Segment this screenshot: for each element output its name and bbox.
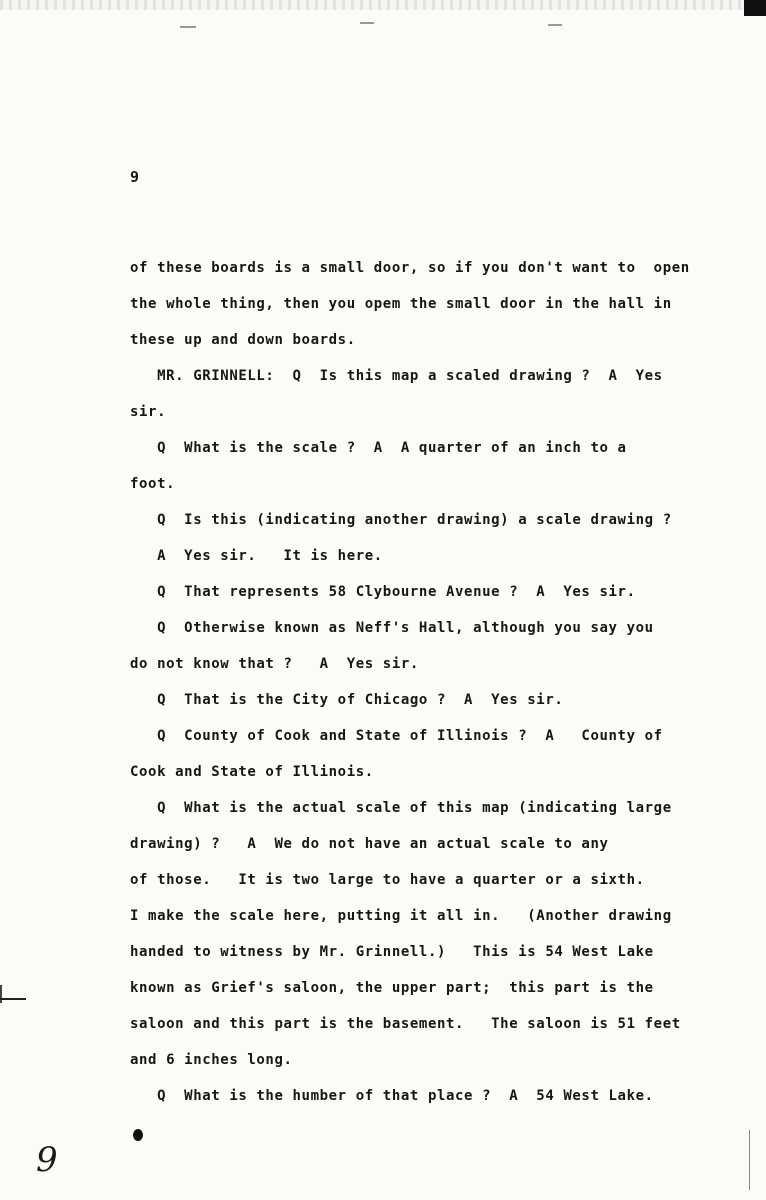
transcript-line: foot. xyxy=(130,476,176,492)
transcript-line: handed to witness by Mr. Grinnell.) This is 54 West Lake xyxy=(130,944,654,960)
ink-dot xyxy=(133,1129,143,1141)
page-number: 9 xyxy=(130,168,141,186)
transcript-line: Q What is the actual scale of this map (indicating large xyxy=(130,800,672,816)
right-edge-rule xyxy=(749,1130,750,1190)
transcript-line: the whole thing, then you opem the small door in the hall in xyxy=(130,296,672,312)
transcript-line: and 6 inches long. xyxy=(130,1052,293,1068)
transcript-line: Q What is the humber of that place ? A 54 West Lake. xyxy=(130,1088,654,1104)
transcript-line: of these boards is a small door, so if you don't want to open xyxy=(130,260,690,276)
transcript-line: MR. GRINNELL: Q Is this map a scaled drawing ? A Yes xyxy=(130,368,663,384)
transcript-line: saloon and this part is the basement. The saloon is 51 feet xyxy=(130,1016,681,1032)
corner-edge-mark xyxy=(744,0,766,16)
transcript-line: Q What is the scale ? A A quarter of an inch to a xyxy=(130,440,627,456)
scanned-top-edge xyxy=(0,0,766,10)
transcript-line: Q County of Cook and State of Illinois ? A County of xyxy=(130,728,663,744)
transcript-line: these up and down boards. xyxy=(130,332,356,348)
transcript-line: Q That represents 58 Clybourne Avenue ? A Yes sir. xyxy=(130,584,636,600)
transcript-line: sir. xyxy=(130,404,167,420)
transcript-line: Q Otherwise known as Neff's Hall, although you say you xyxy=(130,620,654,636)
margin-tick xyxy=(0,985,2,1003)
transcript-line: I make the scale here, putting it all in. (Another drawing xyxy=(130,908,672,924)
transcript-line: drawing) ? A We do not have an actual scale to any xyxy=(130,836,609,852)
margin-mark xyxy=(0,998,26,1000)
handwritten-page-mark: 9 xyxy=(36,1140,58,1180)
transcript-line: Q That is the City of Chicago ? A Yes sir. xyxy=(130,692,564,708)
smudge-mark xyxy=(360,22,374,24)
transcript-line: of those. It is two large to have a quarter or a sixth. xyxy=(130,872,645,888)
transcript-line: Q Is this (indicating another drawing) a scale drawing ? xyxy=(130,512,672,528)
transcript-line: A Yes sir. It is here. xyxy=(130,548,383,564)
transcript-line: do not know that ? A Yes sir. xyxy=(130,656,419,672)
transcript-line: known as Grief's saloon, the upper part; this part is the xyxy=(130,980,654,996)
smudge-mark xyxy=(548,24,562,26)
smudge-mark xyxy=(180,26,196,28)
transcript-line: Cook and State of Illinois. xyxy=(130,764,374,780)
